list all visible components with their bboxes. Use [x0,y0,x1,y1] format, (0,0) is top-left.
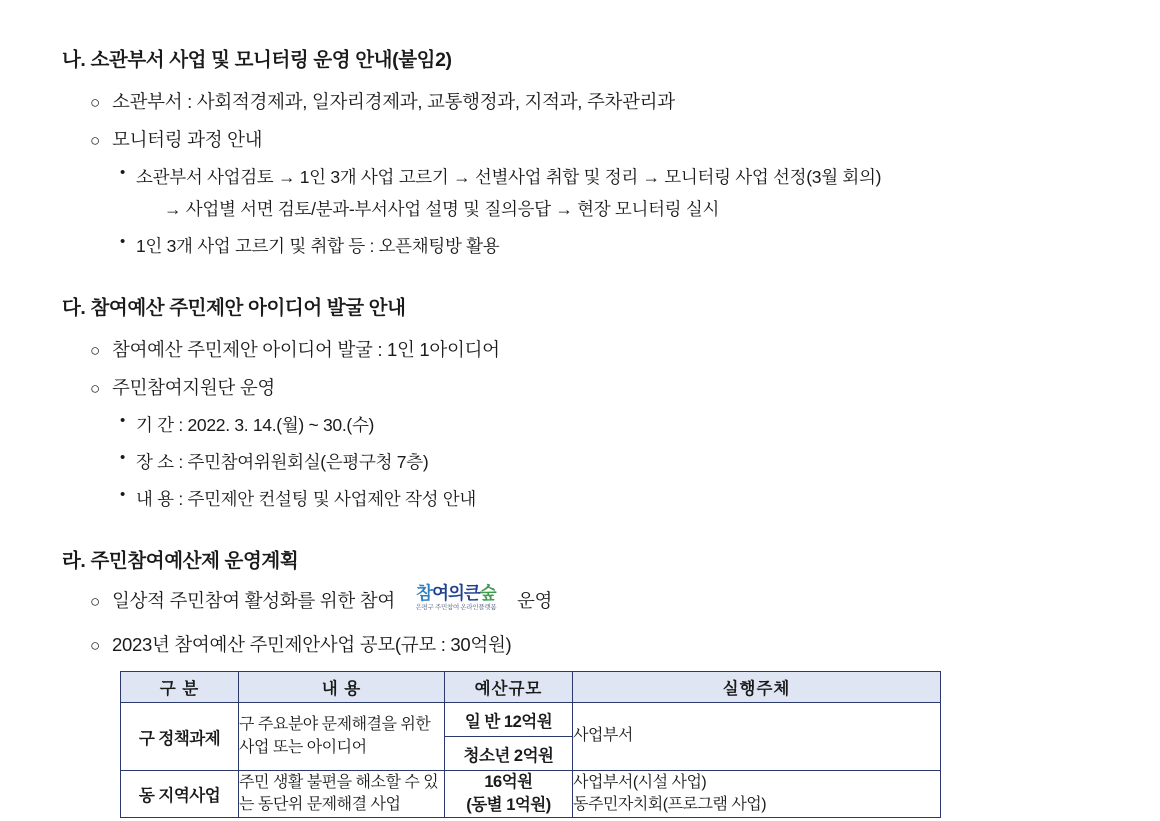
sub-item-monitoring-flow [62,164,1102,221]
list-item-2023-contest [62,631,1102,657]
table-row [121,771,941,818]
sub-item-place [62,449,1102,474]
dot-marker: • [120,412,125,429]
list-item-text-after-logo: 운영 [516,589,553,611]
cell-content-policy: 구 주요분야 문제해결을 위한 사업 또는 아이디어 [239,703,445,771]
actor-dong-line1: 사업부서(시설 사업) [573,773,707,791]
actor-dong-line2: 동주민자치회(프로그램 사업) [573,795,767,813]
list-item-text: 참여예산 주민제안 아이디어 발굴 : 1인 1아이디어 [112,339,500,360]
sub-item-text: 기 간 : 2022. 3. 14.(월) ~ 30.(수) [136,415,375,435]
list-item-text: 모니터링 과정 안내 [112,129,263,150]
circle-marker: ○ [90,591,100,611]
logo-leaf-glyph: 숲 [479,583,496,603]
list-item-text: 2023년 참여예산 주민제안사업 공모(규모 : 30억원) [112,634,512,655]
logo-subtitle: 은평구 주민참여 온라인플랫폼 [415,603,497,611]
column-header-budget: 예산규모 [445,672,573,703]
budget-table-wrapper [62,671,1102,818]
cell-budget-youth: 청소년 2억원 [445,737,573,771]
sub-item-text-line2: → 사업별 서면 검토/분과-부서사업 설명 및 질의응답 → 현장 모니터링 실시 [164,199,720,219]
sub-item-text: 내 용 : 주민제안 컨설팅 및 사업제안 작성 안내 [136,489,476,509]
cell-category-policy: 구 정책과제 [121,703,239,771]
circle-marker: ○ [90,341,100,360]
dot-marker: • [120,164,125,181]
table-header-row [121,672,941,703]
list-item-idea-discovery [62,336,1102,362]
cell-content-dong: 주민 생활 불편을 해소할 수 있는 동단위 문제해결 사업 [239,771,445,818]
sub-item-openchat [62,233,1102,258]
circle-marker: ○ [90,379,100,398]
cell-budget-dong [445,771,573,818]
sub-item-text-line1: 소관부서 사업검토 → 1인 3개 사업 고르기 → 선별사업 취합 및 정리 → 모니터링 사업 선정(3월 회의) [136,167,882,187]
chamyeo-keunsup-logo [398,585,514,619]
cell-actor-dong [573,771,941,818]
document-content [62,44,1102,818]
list-item-so-gwan-busuh [62,88,1102,114]
sub-item-contents [62,486,1102,511]
heading-ra: 라. 주민참여예산제 운영계획 [62,550,299,572]
list-item-text: 소관부서 : 사회적경제과, 일자리경제과, 교통행정과, 지적과, 주차관리과 [112,91,675,112]
list-item-monitoring-guide [62,126,1102,152]
budget-table [120,671,941,818]
column-header-content: 내 용 [239,672,445,703]
list-item-text: 주민참여지원단 운영 [112,377,275,398]
logo-wordmark-middle: 여의큰 [432,583,480,603]
column-header-category: 구 분 [121,672,239,703]
sub-item-text: 장 소 : 주민참여위원회실(은평구청 7층) [136,452,429,472]
sub-item-period [62,412,1102,437]
dot-marker: • [120,449,125,466]
dot-marker: • [120,233,125,250]
table-row [121,703,941,737]
budget-dong-line2: (동별 1억원) [466,795,551,814]
circle-marker: ○ [90,636,100,655]
cell-category-dong: 동 지역사업 [121,771,239,818]
circle-marker: ○ [90,93,100,112]
sub-item-text: 1인 3개 사업 고르기 및 취합 등 : 오픈채팅방 활용 [136,236,500,256]
column-header-actor: 실행주체 [573,672,941,703]
logo-wordmark-prefix: 참 [416,583,433,603]
budget-dong-line1: 16억원 [484,773,533,791]
list-item-platform-operation [62,585,1102,619]
cell-actor-policy: 사업부서 [573,703,941,771]
heading-da: 다. 참여예산 주민제안 아이디어 발굴 안내 [62,297,406,319]
heading-na: 나. 소관부서 사업 및 모니터링 운영 안내(붙임2) [62,49,452,71]
list-item-support-group [62,374,1102,400]
circle-marker: ○ [90,131,100,150]
dot-marker: • [120,486,125,503]
logo-wordmark [398,585,514,603]
list-item-text-before-logo: 일상적 주민참여 활성화를 위한 참여 [112,589,395,611]
cell-budget-general: 일 반 12억원 [445,703,573,737]
